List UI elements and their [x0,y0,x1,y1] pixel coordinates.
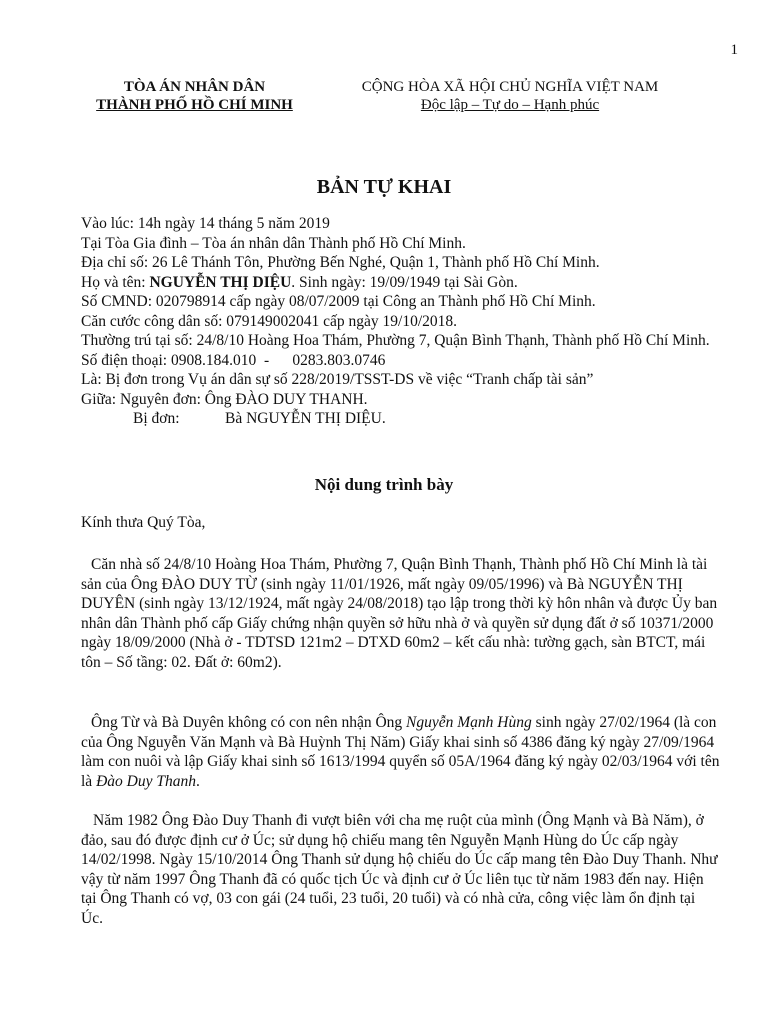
paragraph-adoption [81,713,721,791]
defendant-name: Bà NGUYỄN THỊ DIỆU. [225,410,386,427]
paragraph-emigration-text: Năm 1982 Ông Đào Duy Thanh đi vượt biên với cha mẹ ruột của mình (Ông Mạnh và Bà Năm), ở đảo, sau đó được định cư ở Úc; sử dụng hộ chiếu mang tên Nguyễn Mạnh Hùng do Úc cấp ngày 14/02/1998. Ngày 15/10/2014 Ông Thanh sử dụng hộ chiếu do Úc cấp mang tên Đào Duy Thanh. Như vậy từ năm 1997 Ông Thanh đã có quốc tịch Úc và định cư ở Úc liên tục từ năm 1983 đến nay. Hiện tại Ông Thanh có vợ, 03 con gái (24 tuổi, 23 tuổi, 20 tuổi) và có nhà cửa, công việc làm ổn định tại Úc. [81,812,718,927]
adopted-name: Nguyễn Mạnh Hùng [406,714,532,731]
court-header [82,78,307,114]
document-title: BẢN TỰ KHAI [316,176,452,198]
declarant-info [81,214,721,429]
paragraph-adoption-end: . [195,772,200,790]
paragraph-adoption-text-b: sinh ngày 27/02/1964 (là con của Ông Nguyễn Văn Mạnh và Bà Huỳnh Thị Năm) Giấy khai sinh số 4386 đăng ký ngày 27/09/1964 làm con nuôi và lập Giấy khai sinh số 1613/1994 quyển số 05A/1964 đăng ký ngày 02/03/1964 với tên là [81,714,720,790]
greeting: Kính thưa Quý Tòa, [81,514,206,531]
paragraph-property [81,555,721,673]
info-residence: Thường trú tại số: 24/8/10 Hoàng Hoa Thám, Phường 7, Quận Bình Thạnh, Thành phố Hồ Chí Minh. [81,332,710,349]
info-court-address: Địa chỉ số: 26 Lê Thánh Tôn, Phường Bến Nghé, Quận 1, Thành phố Hồ Chí Minh. [81,254,600,271]
info-citizen-id: Căn cước công dân số: 079149002041 cấp ngày 19/10/2018. [81,312,458,330]
paragraph-adoption-text-a: Ông Từ và Bà Duyên không có con nên nhận Ông [91,714,407,731]
declarant-name: NGUYỄN THỊ DIỆU [149,273,292,291]
info-court: Tại Tòa Gia đình – Tòa án nhân dân Thành phố Hồ Chí Minh. [81,234,466,252]
national-title: CỘNG HÒA XÃ HỘI CHỦ NGHĨA VIỆT NAM [361,79,659,95]
page-number: 1 [730,42,738,58]
court-city: THÀNH PHỐ HỒ CHÍ MINH [96,97,293,113]
national-header [320,78,700,114]
info-full-name [81,273,721,293]
section-title: Nội dung trình bày [314,475,454,494]
birth-info: . Sinh ngày: 19/09/1949 tại Sài Gòn. [291,273,518,291]
national-motto: Độc lập – Tự do – Hạnh phúc [420,97,600,113]
adopted-alias: Đào Duy Thanh [96,772,196,790]
info-plaintiff: Giữa: Nguyên đơn: Ông ĐÀO DUY THANH. [81,390,368,408]
info-id-card: Số CMND: 020798914 cấp ngày 08/07/2009 tại Công an Thành phố Hồ Chí Minh. [81,293,596,310]
info-defendant [81,409,721,429]
paragraph-emigration [81,811,721,929]
defendant-label: Bị đơn: [133,410,180,427]
paragraph-property-text: Căn nhà số 24/8/10 Hoàng Hoa Thám, Phường 7, Quận Bình Thạnh, Thành phố Hồ Chí Minh là tài sản của Ông ĐÀO DUY TỪ (sinh ngày 11/01/1926, mất ngày 09/05/1996) và Bà NGUYỄN THỊ DUYÊN (sinh ngày 13/12/1924, mất ngày 24/08/2018) tạo lập trong thời kỳ hôn nhân và được Ủy ban nhân dân Thành phố cấp Giấy chứng nhận quyền sở hữu nhà ở và quyền sử dụng đất ở số 10371/2000 ngày 18/09/2000 (Nhà ở - TDTSD 121m2 – DTXD 60m2 – kết cấu nhà: tường gạch, sàn BTCT, mái tôn – Số tầng: 02. Đất ở: 60m2). [81,556,718,671]
info-time: Vào lúc: 14h ngày 14 tháng 5 năm 2019 [81,215,330,232]
court-name: TÒA ÁN NHÂN DÂN [123,79,266,95]
info-role: Là: Bị đơn trong Vụ án dân sự số 228/2019/TSST-DS về việc “Tranh chấp tài sản” [81,371,594,388]
name-label: Họ và tên: [81,273,150,291]
info-phone: Số điện thoại: 0908.184.010 - 0283.803.0746 [81,351,386,369]
